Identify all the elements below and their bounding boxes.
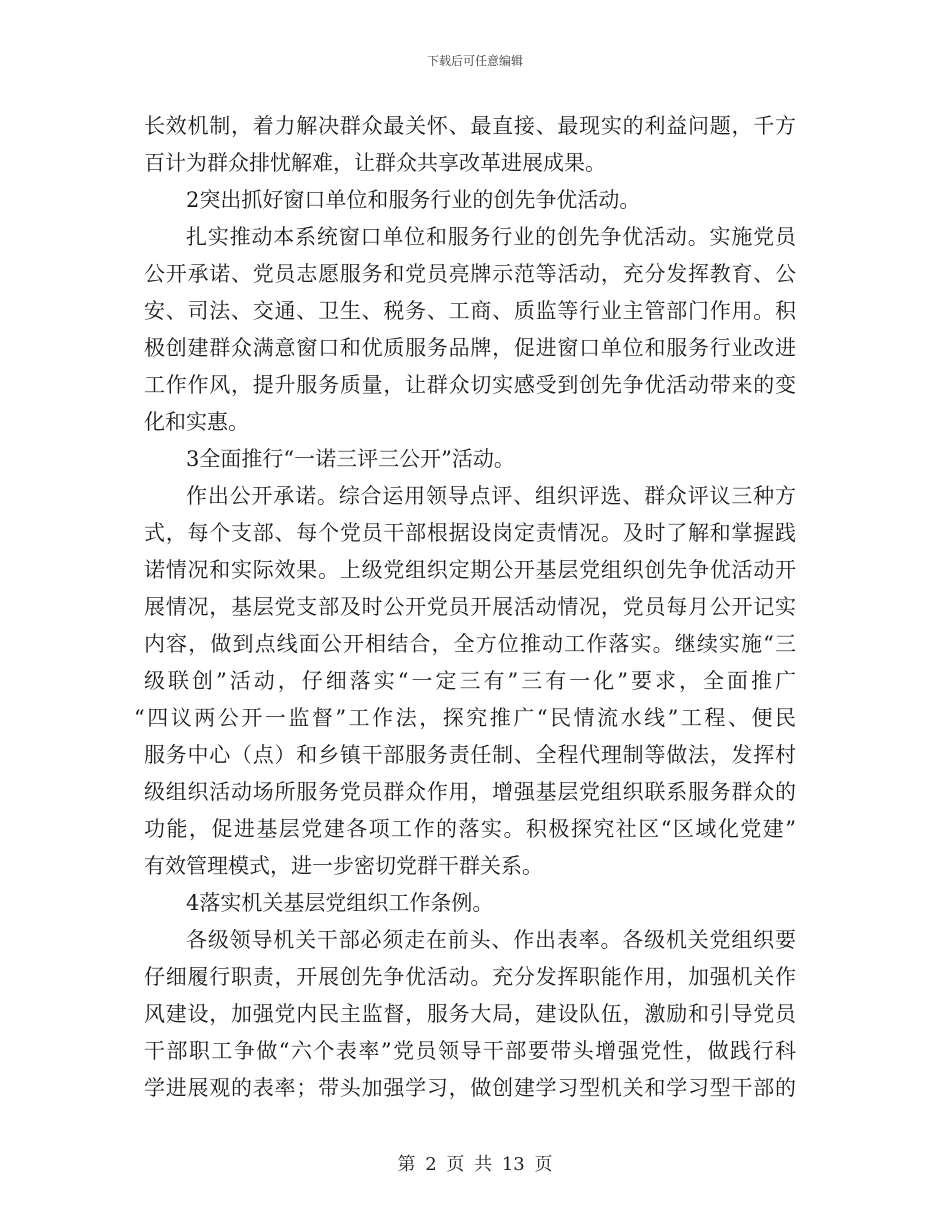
section-heading: 2突出抓好窗口单位和服务行业的创先争优活动。 xyxy=(186,188,641,212)
text-line: 仔细履行职责，开展创先争优活动。充分发挥职能作用，加强机关作 xyxy=(144,965,796,989)
text-line: 服务中心（点）和乡镇干部服务责任制、全程代理制等做法，发挥村 xyxy=(144,743,796,767)
text-line: 扎实推动本系统窗口单位和服务行业的创先争优活动。实施党员 xyxy=(186,225,796,249)
text-line: 级组织活动场所服务党员群众作用，增强基层党组织联系服务群众的 xyxy=(144,780,796,804)
text-line: 化和实惠。 xyxy=(144,410,249,434)
document-body xyxy=(134,108,796,1107)
text-line: 干部职工争做“六个表率”党员领导干部要带头增强党性，做践行科 xyxy=(144,1039,796,1063)
text-line: 学进展观的表率；带头加强学习，做创建学习型机关和学习型干部的 xyxy=(144,1076,796,1100)
page-number-footer: 第 2 页 共 13 页 xyxy=(397,1154,553,1175)
text-line: 式，每个支部、每个党员干部根据设岗定责情况。及时了解和掌握践 xyxy=(144,521,796,545)
text-line: 级联创”活动，仔细落实“一定三有”三有一化”要求，全面推广 xyxy=(144,669,796,693)
text-line: 安、司法、交通、卫生、税务、工商、质监等行业主管部门作用。积 xyxy=(144,299,796,323)
text-line: 工作作风，提升服务质量，让群众切实感受到创先争优活动带来的变 xyxy=(144,373,796,397)
text-line: 风建设，加强党内民主监督，服务大局，建设队伍，激励和引导党员 xyxy=(144,1002,796,1026)
section-heading: 3全面推行“一诺三评三公开”活动。 xyxy=(186,447,515,471)
text-line: 长效机制，着力解决群众最关怀、最直接、最现实的利益问题，千方 xyxy=(144,114,796,138)
text-line: 各级领导机关干部必须走在前头、作出表率。各级机关党组织要 xyxy=(186,928,796,952)
page-header-note: 下载后可任意编辑 xyxy=(426,54,523,68)
text-line: 内容，做到点线面公开相结合，全方位推动工作落实。继续实施“三 xyxy=(144,632,796,656)
text-line: 有效管理模式，进一步密切党群干群关系。 xyxy=(144,854,543,878)
text-line: 作出公开承诺。综合运用领导点评、组织评选、群众评议三种方 xyxy=(186,484,796,508)
text-line: 诺情况和实际效果。上级党组织定期公开基层党组织创先争优活动开 xyxy=(144,558,796,582)
text-line: 展情况，基层党支部及时公开党员开展活动情况，党员每月公开记实 xyxy=(144,595,796,619)
section-heading: 4落实机关基层党组织工作条例。 xyxy=(186,891,494,915)
text-line: 极创建群众满意窗口和优质服务品牌，促进窗口单位和服务行业改进 xyxy=(144,336,796,360)
text-line: 百计为群众排忧解难，让群众共享改革进展成果。 xyxy=(144,151,606,175)
text-line: “四议两公开一监督”工作法，探究推广“民情流水线”工程、便民 xyxy=(134,706,796,730)
text-line: 功能，促进基层党建各项工作的落实。积极探究社区“区域化党建” xyxy=(144,817,796,841)
text-line: 公开承诺、党员志愿服务和党员亮牌示范等活动，充分发挥教育、公 xyxy=(144,262,796,286)
